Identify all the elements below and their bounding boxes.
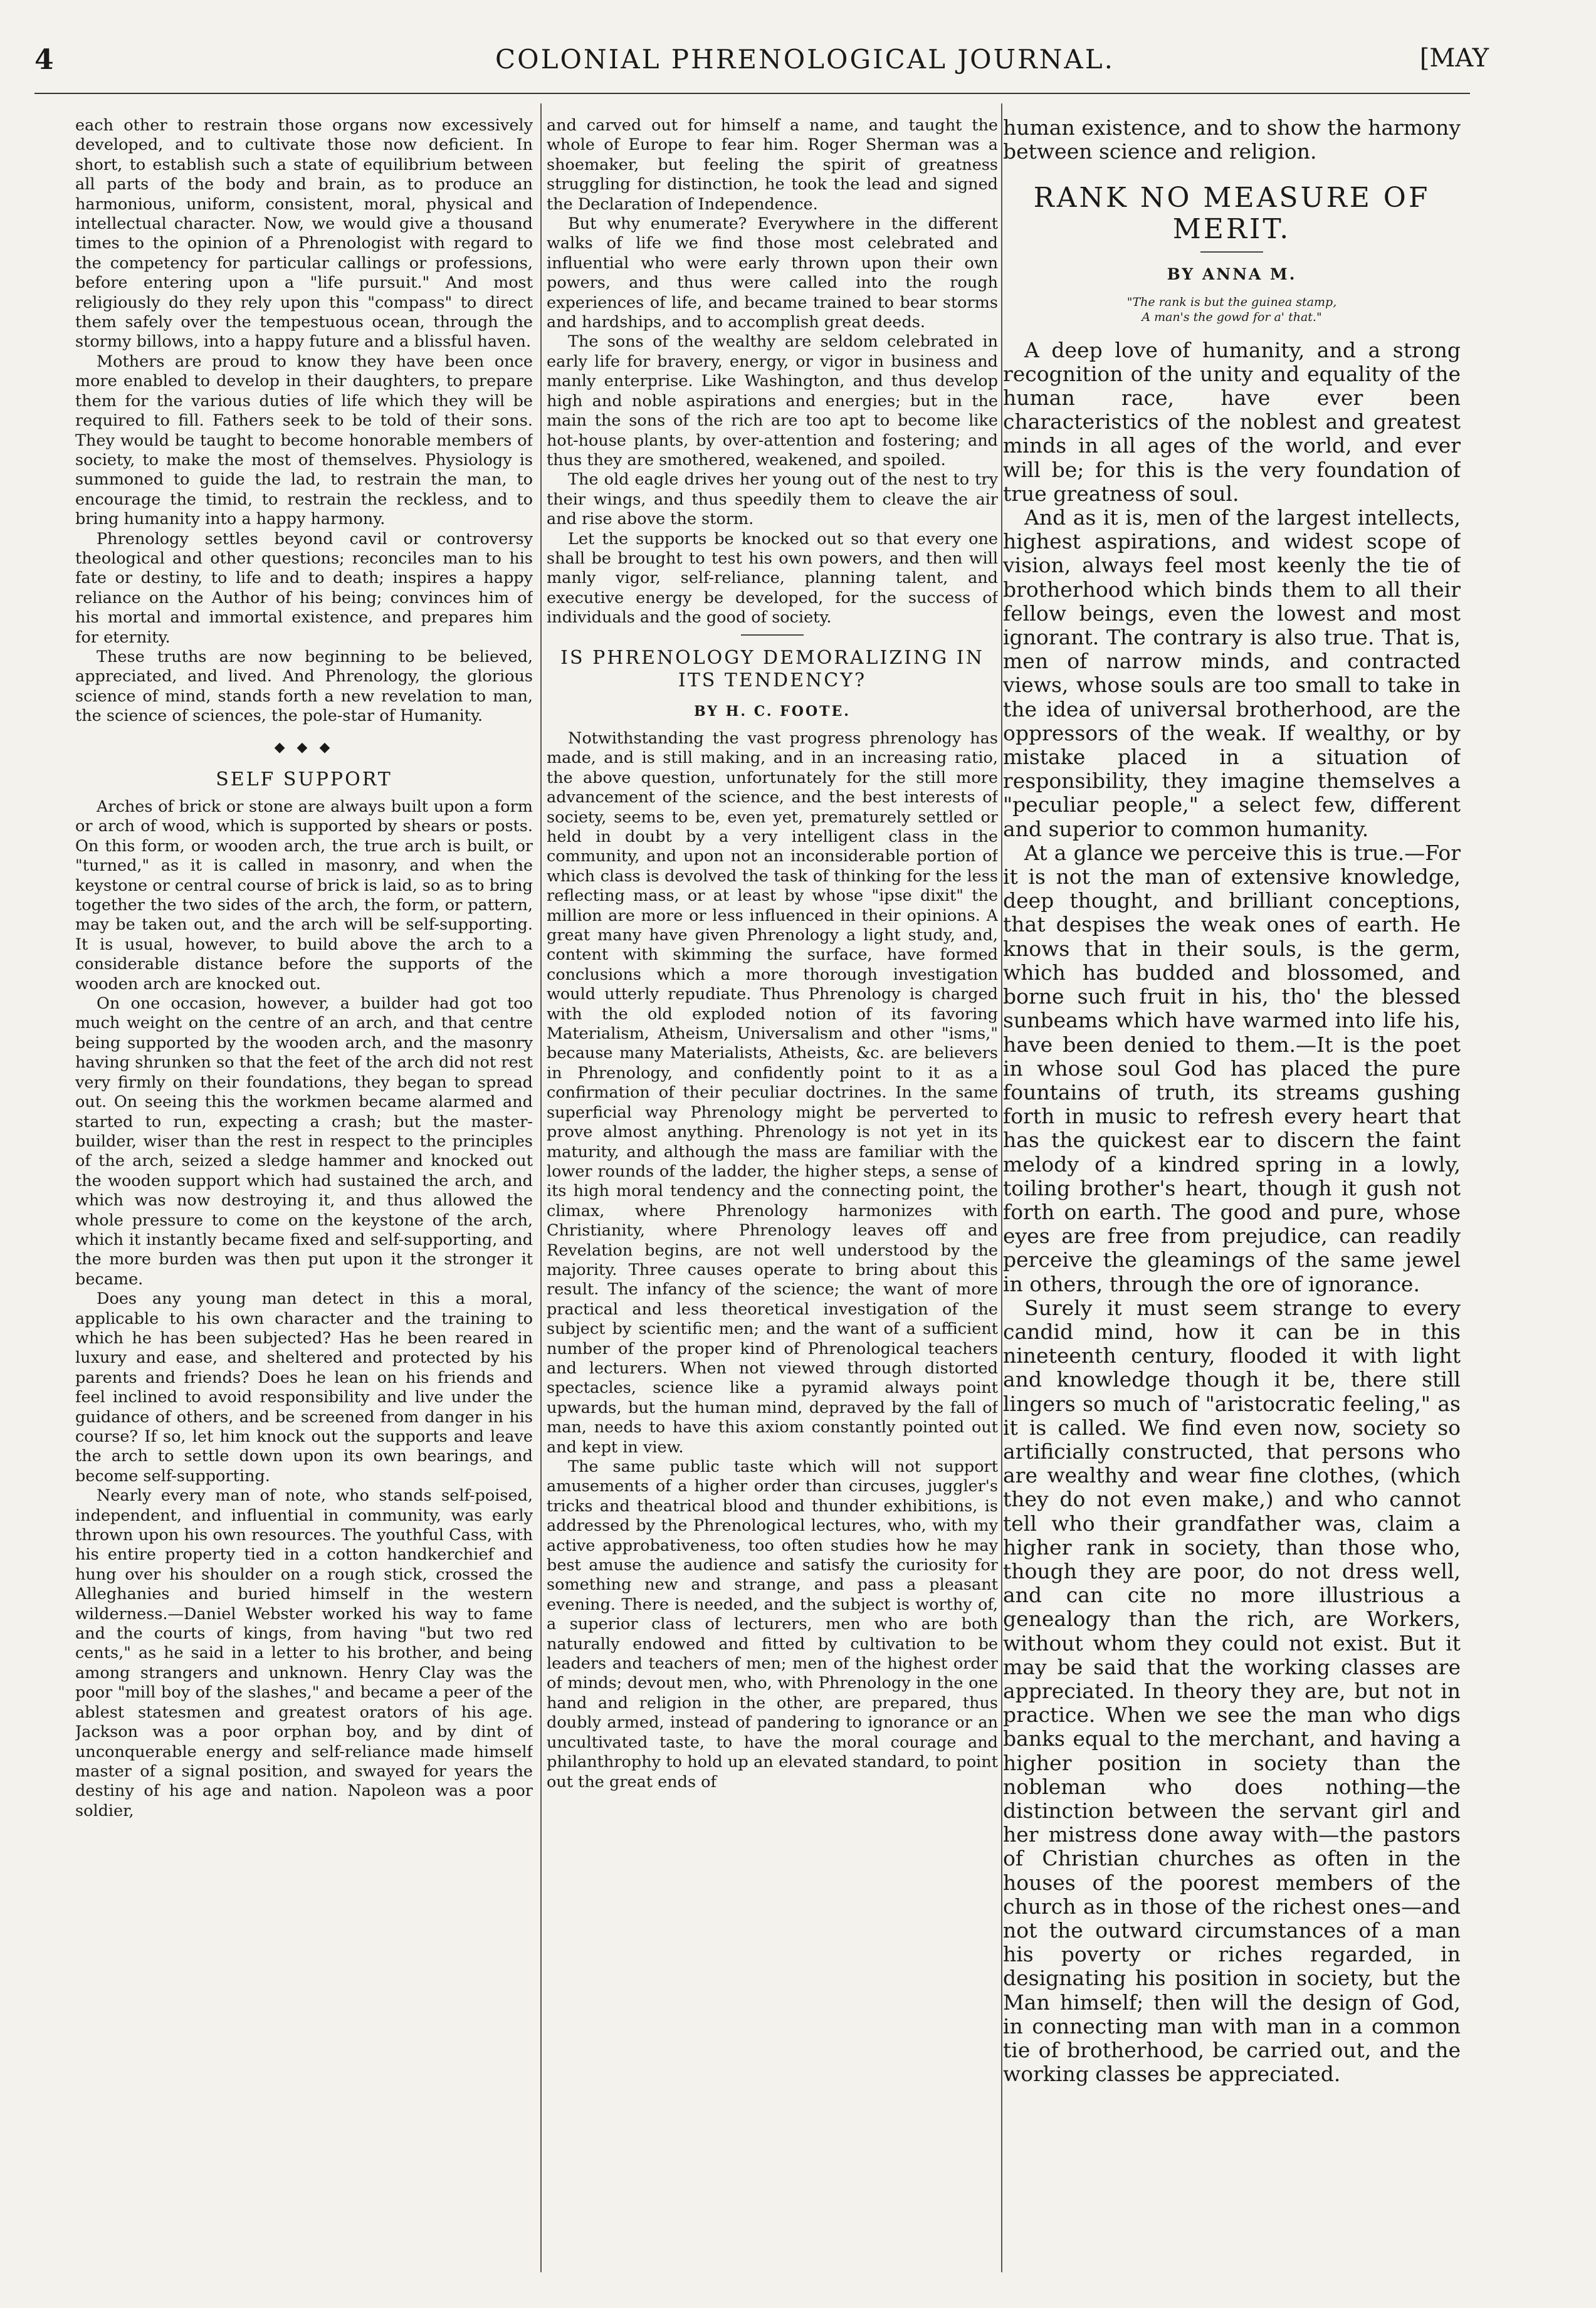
issue-month: [MAY	[1419, 44, 1489, 73]
journal-title: COLONIAL PHRENOLOGICAL JOURNAL.	[495, 44, 1115, 75]
paragraph: Notwithstanding the vast progress phrenology has made, and is still making, and in an increasing ratio, the above question, unfortunately for the still more advancement of the science, and the best interests of society, seems to be, even yet, prematurely settled or held in doubt by a very intelligent class in the community, and upon not an inconsiderable portion of which class is devolved the task of thinking for the less reflecting mass, or at least by whose "ipse dixit" the million are more or less influenced in their opinions. A great many have given Phrenology a light study, and, content with skimming the surface, have formed conclusions which a more thorough investigation would utterly repudiate. Thus Phrenology is charged with the old exploded notion of its favoring Materialism, Atheism, Universalism and other "isms," because many Materialists, Atheists, &c. are believers in Phrenology, and confidently point to it as a confirmation of their peculiar doctrines. In the same superficial way Phrenology might be perverted to prove almost anything. Phrenology is not yet in its maturity, and although the mass are familiar with the lower rounds of the ladder, the higher steps, a sense of its high moral tendency and the connecting point, the climax, where Phrenology harmonizes with Christianity, where Phrenology leaves off and Revelation begins, are not well understood by the majority. Three causes operate to bring about this result. The infancy of the science; the want of more practical and less theoretical investigation of the subject by scientific men; and the want of a sufficient number of the proper kind of Phrenological teachers and lecturers. When not viewed through distorted spectacles, science like a pyramid always point upwards, but the human mind, depraved by the fall of man, needs to have this axiom constantly pointed out and kept in view.	[547, 728, 998, 1457]
paragraph: Arches of brick or stone are always built upon a form or arch of wood, which is supported by shears or posts. On this form, or wooden arch, the true arch is built, or "turned," as it is called in masonry, and when the keystone or central course of brick is laid, so as to bring together the two sides of the arch, the form, or pattern, may be taken out, and the arch will be self-supporting. It is usual, however, to build above the arch to a considerable distance before the supports of the wooden arch are knocked out.	[75, 797, 533, 994]
column-3	[1003, 116, 1461, 2260]
paragraph: Does any young man detect in this a moral, applicable to his own character and the training to which he has been subjected? Has he been reared in luxury and ease, and sheltered and protected by his parents and friends? Does he lean on his friends and feel inclined to avoid responsibility and live under the guidance of others, and be screened from danger in his course? If so, let him knock out the supports and leave the arch to settle down upon its own bearings, and become self-supporting.	[75, 1289, 533, 1486]
column-rule-1	[540, 103, 542, 2272]
paragraph: The sons of the wealthy are seldom celebrated in early life for bravery, energy, or vigor in business and manly enterprise. Like Washington, and thus develop high and noble aspirations and energies; but in the main the sons of the rich are too apt to become like hot-house plants, by over-attention and fostering; and thus they are smothered, weakened, and spoiled.	[547, 332, 998, 469]
paragraph: each other to restrain those organs now excessively developed, and to cultivate those now deficient. In short, to establish such a state of equilibrium between all parts of the body and brain, as to produce an harmonious, uniform, consistent, moral, physical and intellectual character. Now, we would give a thousand times to the opinion of a Phrenologist with regard to the competency for particular callings or professions, before entering upon a "life pursuit." And most religiously do they rely upon this "compass" to direct them safely over the tempestuous ocean, through the stormy billows, into a happy future and a blissful haven.	[75, 116, 533, 352]
paragraph: But why enumerate? Everywhere in the different walks of life we find those most celebrated and influential who were early thrown upon their own powers, and thus were called into the rough experiences of life, and became trained to bear storms and hardships, and to accomplish great deeds.	[547, 214, 998, 332]
article-title-phrenology: IS PHRENOLOGY DEMORALIZING IN ITS TENDENCY?	[560, 646, 984, 691]
paragraph: At a glance we perceive this is true.—For it is not the man of extensive knowledge, deep thought, and brilliant conceptions, that despises the weak ones of earth. He knows that in their souls, is the germ, which has budded and blossomed, and borne such fruit in his, tho' the blessed sunbeams which have warmed into life his, have been denied to them.—It is the poet in whose soul God has placed the pure fountains of truth, its streams gushing forth in music to refresh every heart that has the quickest ear to discern the faint melody of a kindred spring in a lowly, toiling brother's heart, though it gush not forth on earth. The good and pure, whose eyes are free from prejudice, can readily perceive the gleamings of the same jewel in others, through the ore of ignorance.	[1003, 840, 1461, 1296]
section-ornament: ◆ ◆ ◆	[274, 739, 334, 755]
section-title-self-support: SELF SUPPORT	[216, 768, 392, 790]
epigraph-line: A man's the gowd for a' that."	[1142, 310, 1322, 324]
paragraph: The same public taste which will not support amusements of a higher order than circuses, juggler's tricks and theatrical blood and thunder exhibitions, is addressed by the Phrenological lectures, who, with my active approbativeness, too often studies how he may best amuse the audience and satisfy the curiosity for something new and strange, and pass a pleasant evening. There is needed, and the subject is worthy of, a superior class of lecturers, men who are both naturally endowed and fitted by cultivation to be leaders and teachers of men; men of the highest order of minds; devout men, who, with Phrenology in the one hand and religion in the other, are prepared, thus doubly armed, instead of pandering to ignorance or an uncultivated taste, to have the moral courage and philanthrophy to hold up an elevated standard, to point out the great ends of	[547, 1457, 998, 1791]
epigraph	[1003, 295, 1461, 325]
article-byline: BY H. C. FOOTE.	[694, 703, 851, 720]
page-number: 4	[34, 44, 54, 76]
article-title-rank: RANK NO MEASURE OF MERIT.	[1033, 182, 1431, 246]
paragraph: The old eagle drives her young out of the nest to try their wings, and thus speedily them to cleave the air and rise above the storm.	[547, 470, 998, 529]
header-rule	[34, 93, 1470, 94]
paragraph: Let the supports be knocked out so that every one shall be brought to test his own powers, and then will manly vigor, self-reliance, planning talent, and executive energy be developed, for the success of individuals and the good of society.	[547, 529, 998, 627]
paragraph: A deep love of humanity, and a strong recognition of the unity and equality of the human race, have ever been characteristics of the noblest and greatest minds in all ages of the world, and ever will be; for this is the very foundation of true greatness of soul.	[1003, 337, 1461, 506]
paragraph: On one occasion, however, a builder had got too much weight on the centre of an arch, and that centre being supported by the wooden arch, and the masonry having shrunken so that the feet of the arch did not rest very firmly on their foundations, they began to spread out. On seeing this the workmen became alarmed and started to run, expecting a crash; but the master-builder, wiser than the rest in respect to the principles of the arch, seized a sledge hammer and knocked out the wooden support which had sustained the arch, and which was now destroying it, and thus allowed the whole pressure to come on the keystone of the arch, which it instantly became fixed and self-supporting, and the more burden was then put upon it the stronger it became.	[75, 994, 533, 1289]
paragraph: Mothers are proud to know they have been once more enabled to develop in their daughters, to prepare them for the various duties of life which they will be required to fill. Fathers seek to be told of their sons. They would be taught to become honorable members of society, to make the most of themselves. Physiology is summoned to guide the lad, to restrain the man, to encourage the timid, to restrain the reckless, and to bring humanity into a happy harmony.	[75, 352, 533, 529]
column-rule-2	[1001, 103, 1002, 2272]
article-byline: BY ANNA M.	[1167, 265, 1297, 284]
divider	[741, 634, 804, 636]
paragraph: And as it is, men of the largest intellects, highest aspirations, and widest scope of vision, always feel most keenly the tie of brotherhood which binds them to all their fellow beings, even the lowest and most ignorant. The contrary is also true. That is, men of narrow minds, and contracted views, whose souls are too small to take in the idea of universal brotherhood, are the oppressors of the weak. If wealthy, or by mistake placed in a situation of responsibility, they imagine themselves a "peculiar people," a select few, different and superior to common humanity.	[1003, 505, 1461, 841]
epigraph-line: "The rank is but the guinea stamp,	[1126, 295, 1337, 309]
column-1	[75, 116, 533, 2260]
paragraph: Phrenology settles beyond cavil or controversy theological and other questions; reconciles man to his fate or destiny, to life and to death; inspires a happy reliance on the Author of his being; convinces him of his mortal and immortal existence, and prepares him for eternity.	[75, 529, 533, 647]
paragraph: human existence, and to show the harmony between science and religion.	[1003, 116, 1461, 164]
column-2	[547, 116, 998, 2260]
page-header	[34, 44, 1489, 81]
paragraph: and carved out for himself a name, and taught the whole of Europe to fear him. Roger Sherman was a shoemaker, but feeling the spirit of greatness struggling for distinction, he took the lead and signed the Declaration of Independence.	[547, 116, 998, 214]
paragraph: These truths are now beginning to be believed, appreciated, and lived. And Phrenology, the glorious science of mind, stands forth a new revelation to man, the science of sciences, the pole-star of Humanity.	[75, 647, 533, 726]
divider	[1200, 251, 1263, 253]
paragraph: Surely it must seem strange to every candid mind, how it can be in this nineteenth century, flooded it with light and knowledge though it be, there still lingers so much of "aristocratic feeling," as it is called. We find even now, society so artificially constructed, that persons who are wealthy and wear fine clothes, (which they do not even make,) and who cannot tell who their grandfather was, claim a higher rank in society, than those who, though they are poor, do not dress well, and can cite no more illustrious a genealogy than the rich, are Workers, without whom they could not exist. But it may be said that the working classes are appreciated. In theory they are, but not in practice. When we see the man who digs banks equal to the merchant, and having a higher position in society than the nobleman who does nothing—the distinction between the servant girl and her mistress done away with—the pastors of Christian churches as often in the houses of the poorest members of the church as in those of the richest ones—and not the outward circumstances of a man his poverty or riches regarded, in designating his position in society, but the Man himself; then will the design of God, in connecting man with man in a common tie of brotherhood, be carried out, and the working classes be appreciated.	[1003, 1295, 1461, 2087]
paragraph: Nearly every man of note, who stands self-poised, independent, and influential in community, was early thrown upon his own resources. The youthful Cass, with his entire property tied in a cotton handkerchief and hung over his shoulder on a rough stick, crossed the Alleghanies and buried himself in the western wilderness.—Daniel Webster worked his way to fame and the courts of kings, from having "but two red cents," as he said in a letter to his brother, and being among strangers and unknown. Henry Clay was the poor "mill boy of the slashes," and became a peer of the ablest statesmen and greatest orators of his age. Jackson was a poor orphan boy, and by dint of unconquerable energy and self-reliance made himself master of a signal position, and swayed for years the destiny of his age and nation. Napoleon was a poor soldier,	[75, 1486, 533, 1820]
